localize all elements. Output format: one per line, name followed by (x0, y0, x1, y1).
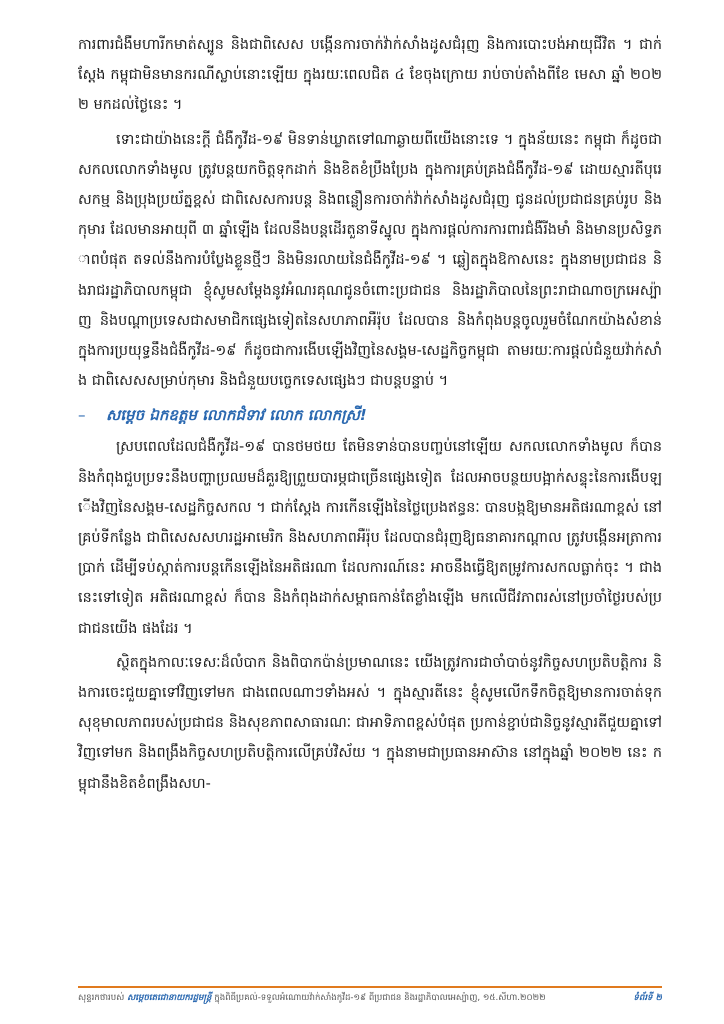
footer-prefix: សុន្ទរកថារបស់ (78, 993, 125, 1003)
paragraph-cooperation: ស្ថិតក្នុងកាលៈទេសៈដ៏លំបាក និងពិបាកប៉ាន់ប្រមាណនេះ យើងត្រូវការជាចាំបាច់នូវកិច្ចសហប្រតិបត្តិការ និងការចេះជួយគ្នាទៅវិញទៅមក ជាងពេលណាៗទាំងអស់ ។ ក្នុងស្មារតីនេះ ខ្ញុំសូមលើកទឹកចិត្តឱ្យមានការចាត់ទុកសុខុមាលភាពរបស់ប្រជាជន និងសុខភាពសាធារណៈ ជាអាទិភាពខ្ពស់បំផុត ប្រកាន់ខ្ជាប់ជានិច្ចនូវស្មារតីជួយគ្នាទៅវិញទៅមក និងពង្រឹងកិច្ចសហប្រតិបត្តិការលើគ្រប់វិស័យ ។ ក្នុងនាមជាប្រធានអាស៊ាន នៅក្នុងឆ្នាំ ២០២២ នេះ កម្ពុជានឹងខិតខំពង្រឹងសហ- (78, 654, 662, 792)
page-number: ទំព័រទី ២ (633, 993, 662, 1003)
paragraph-covid-vigilance: ទោះជាយ៉ាងនេះក្តី ជំងឺកូវីដ-១៩ មិនទាន់ឃ្លាតទៅណាឆ្ងាយពីយើងនោះទេ ។ ក្នុងន័យនេះ កម្ពុជា ក៏ដូចជាសកលលោកទាំងមូល ត្រូវបន្តយកចិត្តទុកដាក់ និងខិតខំប្រឹងប្រែង ក្នុងការគ្រប់គ្រងជំងឺកូវីដ-១៩ ដោយស្មារតីបុរេសកម្ម និងប្រុងប្រយ័ត្នខ្ពស់ ជាពិសេសការបន្ត និងពន្លឿនការចាក់វ៉ាក់សាំងដូសជំរុញ ជូនដល់ប្រជាជនគ្រប់រូប និងកុមារ ដែលមានអាយុពី ៣ ឆ្នាំឡើង ដែលនឹងបន្តដើរតួនាទីស្នូល ក្នុងការផ្តល់ការការពារជំងឺរីងមាំ និងមានប្រសិទ្ធភាពបំផុត តទល់នឹងការបំប្លែងខ្លួនថ្មីៗ និងមិនរលាយនៃជំងឺកូវីដ-១៩ ។ ឆ្លៀតក្នុងឱកាសនេះ ក្នុងនាមប្រជាជន និងរាជរដ្ឋាភិបាលកម្ពុជា ខ្ញុំសូមសម្តែងនូវអំណរគុណជូនចំពោះប្រជាជន និងរដ្ឋាភិបាលនៃព្រះរាជាណាចក្រអេស្ប៉ាញ និងបណ្តាប្រទេសជាសមាជិកផ្សេងទៀតនៃសហភាពអឺរ៉ុប ដែលបាន និងកំពុងបន្តចូលរួមចំណែកយ៉ាងសំខាន់ ក្នុងការប្រយុទ្ធនឹងជំងឺកូវីដ-១៩ ក៏ដូចជាការងើបឡើងវិញនៃសង្គម-សេដ្ឋកិច្ចកម្ពុជា តាមរយៈការផ្តល់ជំនួយវ៉ាក់សាំង ជាពិសេសសម្រាប់កុមារ និងជំនួយបច្ចេកទេសផ្សេងៗ ជាបន្តបន្ទាប់ ។ (78, 131, 662, 390)
heading-dash: – (78, 406, 86, 425)
heading-text: សម្តេច ឯកឧត្តម លោកជំទាវ លោក លោកស្រី! (106, 406, 367, 425)
footer-event: ក្នុងពិធីប្រគល់-ទទួលអំណោយវ៉ាក់សាំងកូវីដ-១៩ ពីប្រជាជន និងរដ្ឋាភិបាលអេស្ប៉ាញ, ១៥.សីហា.២០២២ (214, 993, 546, 1003)
section-salutation-heading (78, 400, 662, 430)
footer-divider (78, 986, 662, 988)
paragraph-continued: ការពារជំងឺមហារីកមាត់ស្បូន និងជាពិសេស បង្កើនការចាក់វ៉ាក់សាំងដូសជំរុញ និងការបោះបង់អាយុជីវិត ។ ជាក់ស្តែង កម្ពុជាមិនមានករណីស្លាប់នោះឡើយ ក្នុងរយៈពេលជិត ៤ ខែចុងក្រោយ រាប់ចាប់តាំងពីខែ មេសា ឆ្នាំ ២០២២ មកដល់ថ្ងៃនេះ ។ (78, 37, 662, 114)
footer-speaker: សម្តេចតេជោនាយករដ្ឋមន្ត្រី (127, 993, 212, 1003)
page-footer (78, 991, 662, 1005)
paragraph-global-challenges: ស្របពេលដែលជំងឺកូវីដ-១៩ បានថមថយ តែមិនទាន់បានបញ្ចប់នៅឡើយ សកលលោកទាំងមូល ក៏បាន និងកំពុងជួបប្រទះនឹងបញ្ហាប្រឈមដ៏គួរឱ្យព្រួយបារម្ភជាច្រើនផ្សេងទៀត ដែលអាចបន្ថយបង្អាក់សន្ទុះនៃការងើបឡើងវិញនៃសង្គម-សេដ្ឋកិច្ចសកល ។ ជាក់ស្តែង ការកើនឡើងនៃថ្លៃប្រេងឥន្ធនៈ បានបង្កឱ្យមានអតិផរណាខ្ពស់ នៅគ្រប់ទីកន្លែង ជាពិសេសសហរដ្ឋអាមេរិក និងសហភាពអឺរ៉ុប ដែលបានជំរុញឱ្យធនាគារកណ្តាល ត្រូវបង្កើនអត្រាការប្រាក់ ដើម្បីទប់ស្កាត់ការបន្តកើនឡើងនៃអតិផរណា ដែលការណ៍នេះ អាចនឹងធ្វើឱ្យតម្រូវការសកលធ្លាក់ចុះ ។ ជាងនេះទៅទៀត អតិផរណាខ្ពស់ ក៏បាន និងកំពុងដាក់សម្ពាធកាន់តែខ្លាំងឡើង មកលើជីវភាពរស់នៅប្រចាំថ្ងៃរបស់ប្រជាជនយើង ផងដែរ ។ (78, 439, 662, 637)
document-body (78, 30, 662, 803)
